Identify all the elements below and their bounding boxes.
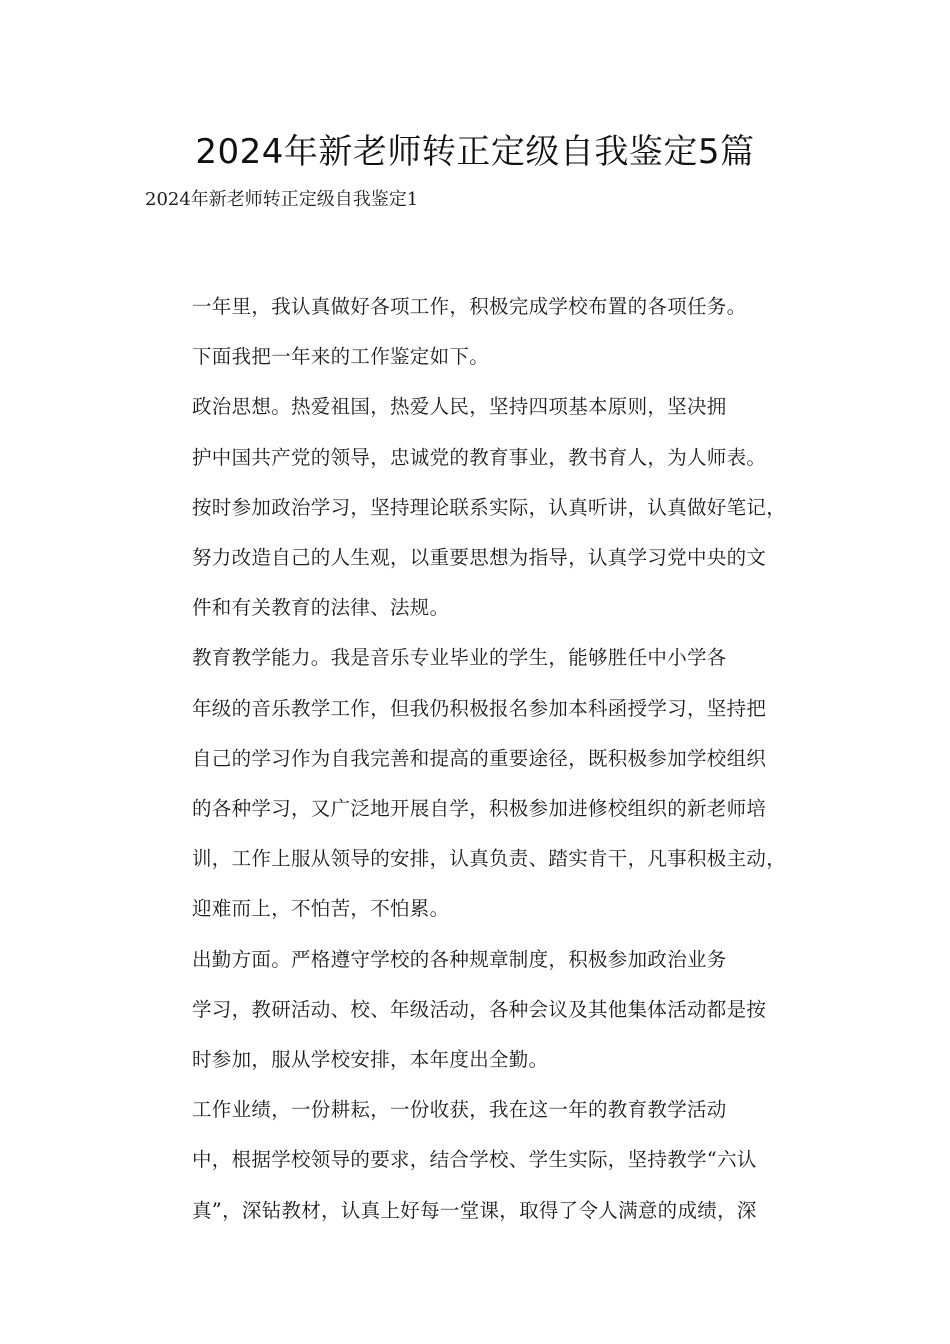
text-line: 出勤方面。严格遵守学校的各种规章制度，积极参加政治业务 <box>192 947 727 971</box>
section-heading: 2024年新老师转正定级自我鉴定1 <box>145 189 419 210</box>
document-body <box>145 282 813 1236</box>
text-line: 按时参加政治学习，坚持理论联系实际，认真听讲，认真做好笔记， <box>192 495 787 519</box>
text-line: 政治思想。热爱祖国，热爱人民，坚持四项基本原则，坚决拥 <box>192 395 727 419</box>
text-line: 训，工作上服从领导的安排，认真负责、踏实肯干，凡事积极主动， <box>192 847 787 871</box>
text-line: 时参加，服从学校安排，本年度出全勤。 <box>192 1048 549 1072</box>
text-line: 一年里，我认真做好各项工作，积极完成学校布置的各项任务。 <box>192 295 747 318</box>
text-line: 自己的学习作为自我完善和提高的重要途径，既积极参加学校组织 <box>192 746 767 770</box>
text-line: 迎难而上，不怕苦，不怕累。 <box>192 897 450 921</box>
text-line: 教育教学能力。我是音乐专业毕业的学生，能够胜任中小学各 <box>192 646 727 670</box>
text-line: 真”，深钻教材，认真上好每一堂课，取得了令人满意的成绩，深 <box>192 1198 757 1222</box>
text-line: 下面我把一年来的工作鉴定如下。 <box>192 345 490 369</box>
text-line: 工作业绩，一份耕耘，一份收获，我在这一年的教育教学活动 <box>192 1098 727 1122</box>
document-title: 2024年新老师转正定级自我鉴定5篇 <box>195 132 755 172</box>
paragraph <box>145 382 813 633</box>
text-line: 件和有关教育的法律、法规。 <box>192 596 450 620</box>
text-line: 学习，教研活动、校、年级活动，各种会议及其他集体活动都是按 <box>192 997 767 1021</box>
text-line: 的各种学习，又广泛地开展自学，积极参加进修校组织的新老师培 <box>192 797 767 821</box>
text-line: 努力改造自己的人生观，以重要思想为指导，认真学习党中央的文 <box>192 546 767 570</box>
text-line: 中，根据学校领导的要求，结合学校、学生实际，坚持教学“六认 <box>192 1148 757 1172</box>
paragraph <box>145 1085 813 1236</box>
text-line: 年级的音乐教学工作，但我仍积极报名参加本科函授学习，坚持把 <box>192 696 767 720</box>
paragraph <box>145 935 813 1086</box>
paragraph <box>145 633 813 934</box>
paragraph <box>145 282 813 382</box>
text-line: 护中国共产党的领导，忠诚党的教育事业，教书育人，为人师表。 <box>192 445 767 469</box>
